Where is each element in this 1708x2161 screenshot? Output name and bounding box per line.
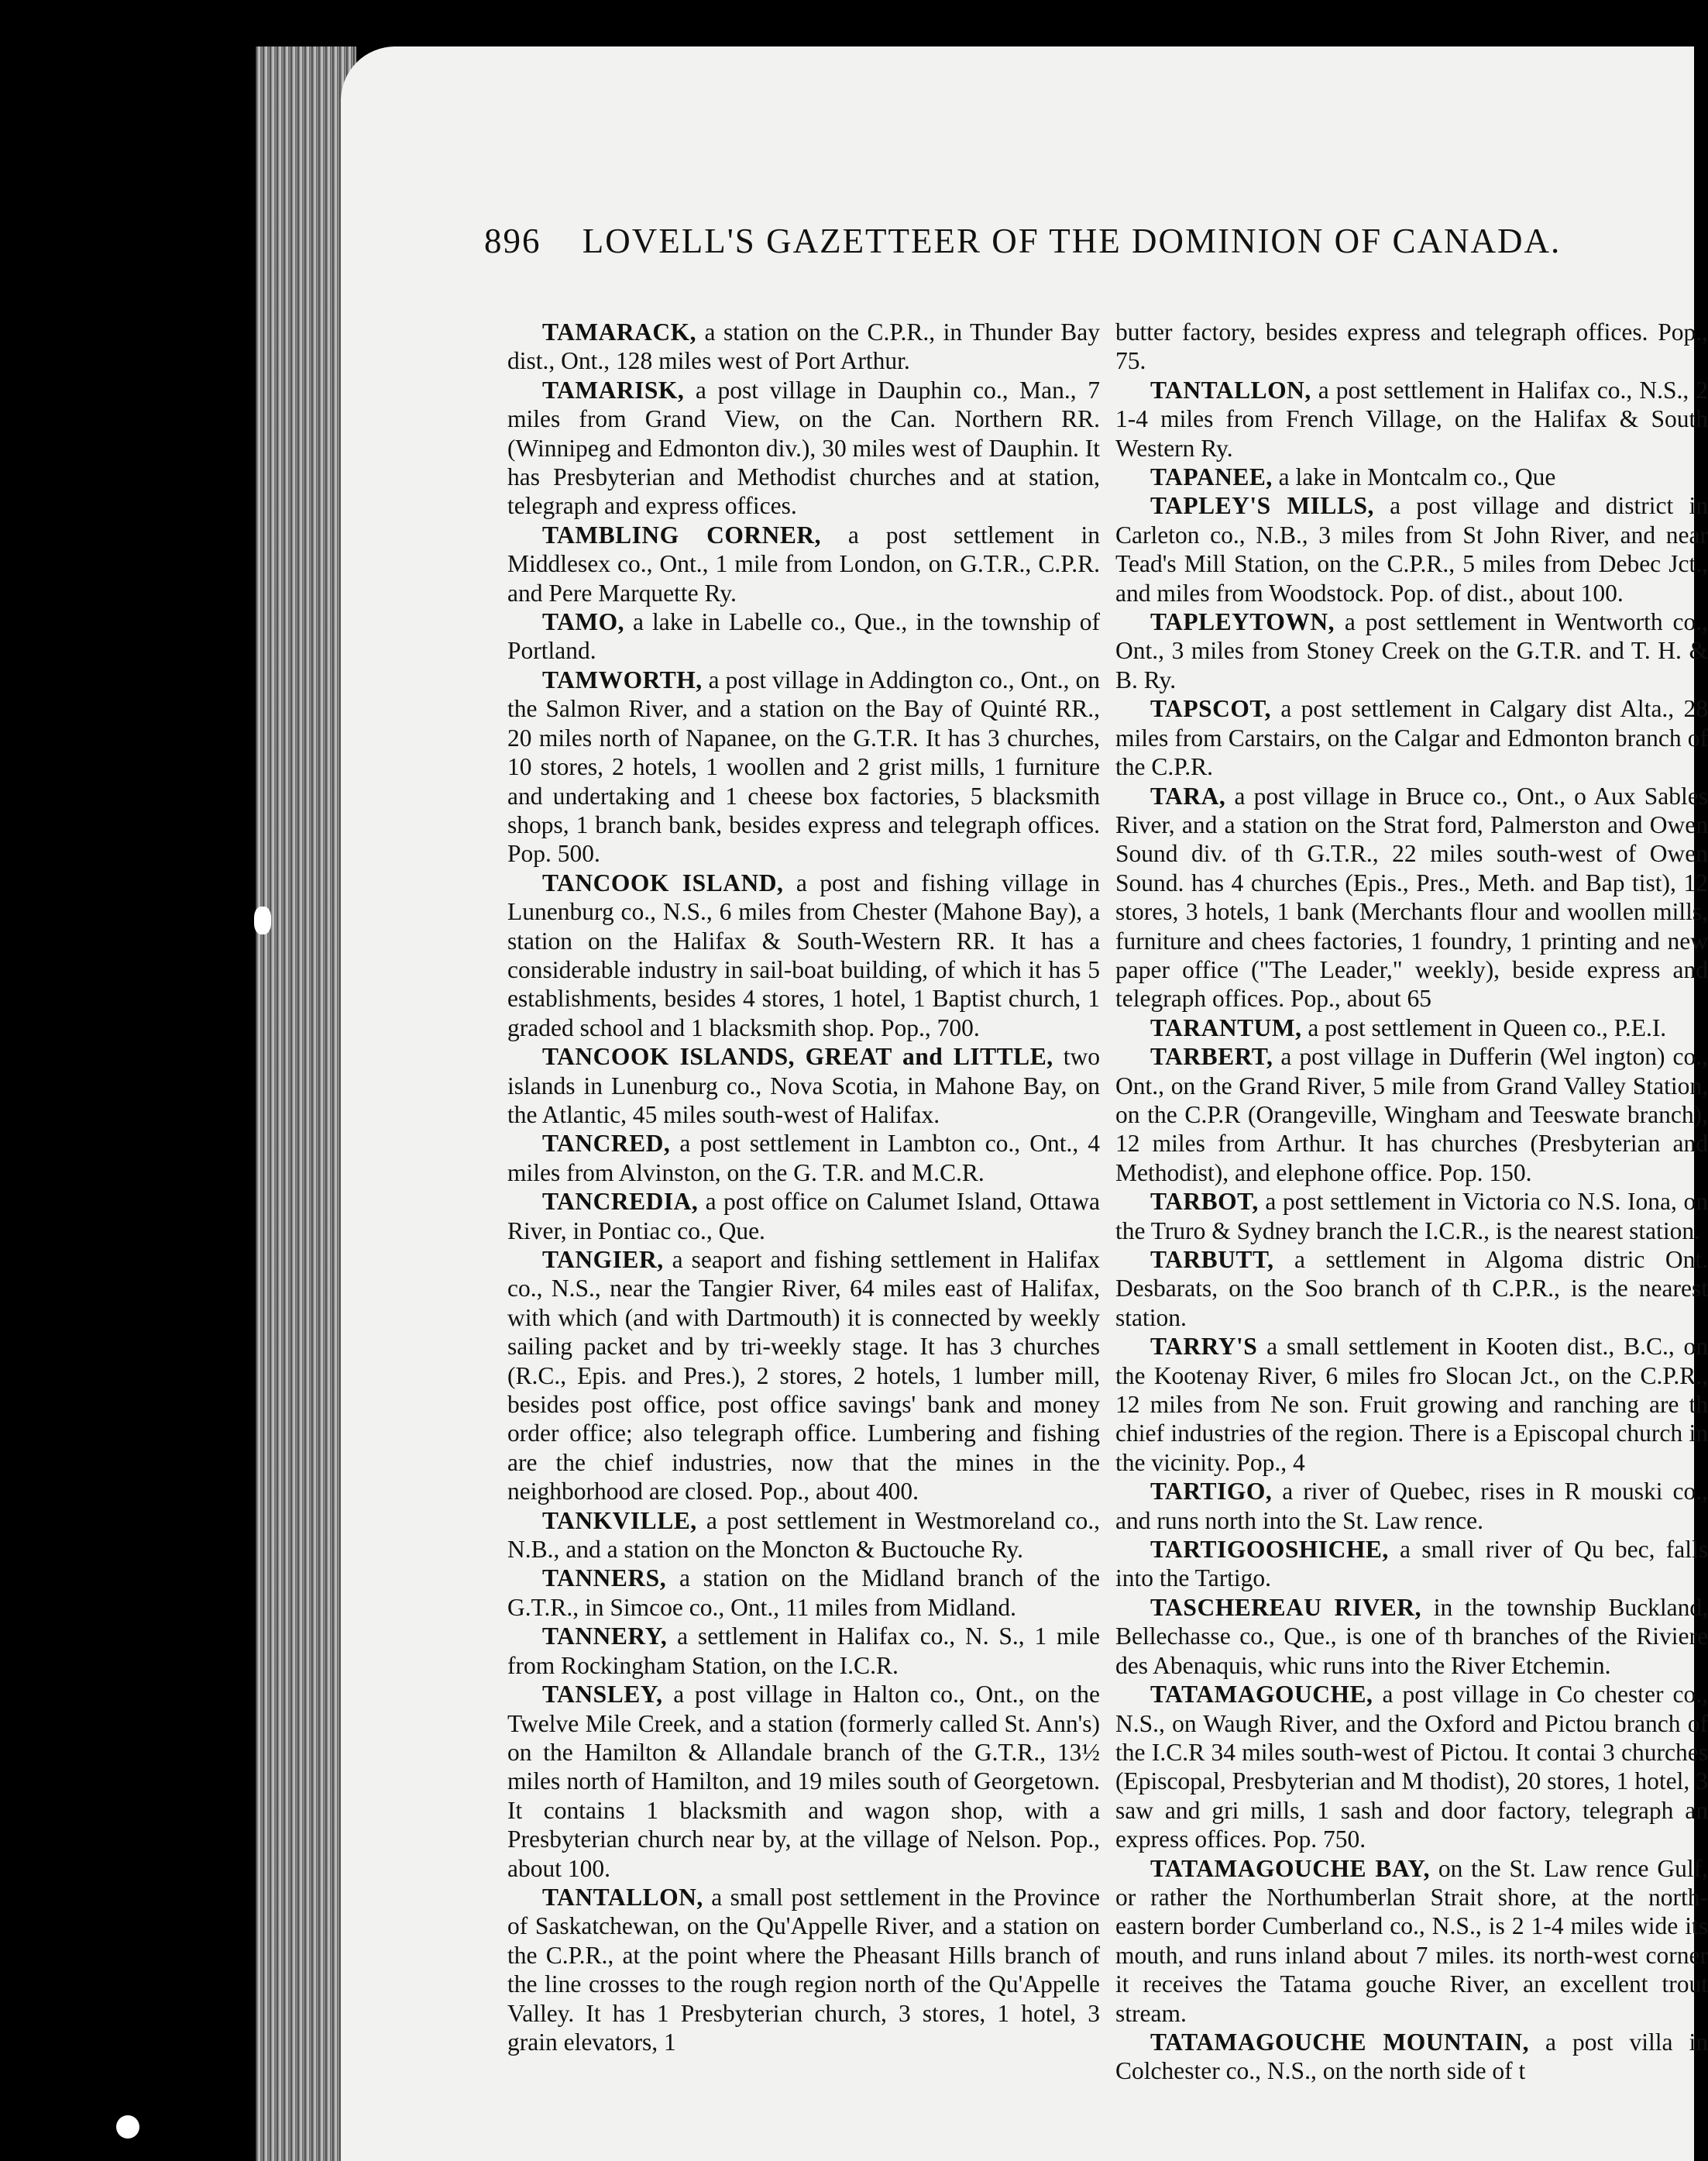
gazetteer-entry xyxy=(1115,1477,1708,1535)
entry-headword: TARBOT, xyxy=(1150,1188,1259,1216)
entry-headword: TAPANEE, xyxy=(1150,463,1273,491)
gazetteer-entry xyxy=(1115,1680,1708,1853)
entry-headword: TATAMAGOUCHE, xyxy=(1150,1681,1373,1708)
gazetteer-entry xyxy=(1115,376,1708,463)
gazetteer-entry xyxy=(1115,1854,1708,2028)
entry-text: a post village and district in Carleton co., N.B., 3 miles from St John River, and near Tead's Mill Station, on the C.P.R., 5 miles from Debec Jct., and miles from Woodstock. Pop. of dist., about 100. xyxy=(1115,492,1708,607)
right-column xyxy=(1115,318,1708,2085)
entry-text: a post settlement in Wentworth co., Ont., 3 miles from Stoney Creek on the G.T.R. and T. H. & B. Ry. xyxy=(1115,608,1708,693)
gazetteer-entry xyxy=(507,1042,1100,1129)
scan-speck xyxy=(254,907,271,934)
entry-text: a settlement in Algoma distric Ont. Desbarats, on the Soo branch of th C.P.R., is the nearest station. xyxy=(1115,1246,1708,1331)
entry-text: a post settlement in Lambton co., Ont., 4 miles from Alvinston, on the G. T.R. and M.C.R. xyxy=(507,1130,1101,1186)
entry-text: a settlement in Halifax co., N. S., 1 mile from Rockingham Station, on the I.C.R. xyxy=(507,1622,1100,1679)
entry-text: a post settlement in Calgary dist Alta., 28 miles from Carstairs, on the Calgar and Edmonton branch of the C.P.R. xyxy=(1115,695,1708,781)
page-number: 896 xyxy=(484,222,541,260)
gazetteer-entry xyxy=(507,1564,1100,1622)
entry-headword: TANNERS, xyxy=(542,1564,667,1592)
entry-text: a post office on Calumet Island, Ottawa River, in Pontiac co., Que. xyxy=(507,1188,1100,1244)
entry-headword: TANCREDIA, xyxy=(542,1188,699,1216)
entry-text: a post village in Bruce co., Ont., o Aux Sables River, and a station on the Strat ford, Palmerston and Owen Sound div. of th G.T.R., 22 miles south-west of Owen Sound. has 4 churches (Epis., Pres., Meth. and Bap tist), 12 stores, 3 hotels, 1 bank (Merchants flour and woollen mills, furniture and chees factories, 1 foundry, 1 printing and new paper office ("The Leader," weekly), beside express and telegraph offices. Pop., about 65 xyxy=(1115,782,1708,1013)
entry-headword: TAMWORTH, xyxy=(542,666,703,693)
entry-text: in the township Buckland, Bellechasse co., Que., is one of th branches of the Riviere des Abenaquis, whic runs into the River Etchemin. xyxy=(1115,1593,1708,1679)
entry-headword: TAMARACK, xyxy=(542,318,697,346)
entry-text: butter factory, besides express and telegraph offices. Pop., 75. xyxy=(1115,318,1708,375)
gazetteer-entry xyxy=(507,1506,1100,1564)
entry-headword: TARA, xyxy=(1150,782,1226,810)
entry-text: a post villa in Colchester co., N.S., on the north side of t xyxy=(1115,2028,1708,2085)
gazetteer-entry xyxy=(1115,607,1708,694)
gazetteer-entry xyxy=(1115,782,1708,1013)
entry-headword: TAPSCOT, xyxy=(1150,695,1271,723)
entry-text: a station on the Midland branch of the G.T.R., in Simcoe co., Ont., 11 miles from Midland. xyxy=(507,1564,1100,1621)
gazetteer-entry xyxy=(507,869,1100,1042)
entry-text: a small post settlement in the Province of Saskatchewan, on the Qu'Appelle River, and a station on the C.P.R., at the point where the Pheasant Hills branch of the line crosses to the rough region north of the Qu'Appelle Valley. It has 1 Presbyterian church, 3 stores, 1 hotel, 3 grain elevators, 1 xyxy=(507,1883,1101,2056)
gazetteer-entry xyxy=(507,607,1100,666)
entry-text: a post settlement in Halifax co., N.S., 2 1-4 miles from French Village, on the Halifax & South Western Ry. xyxy=(1115,376,1708,462)
gazetteer-entry xyxy=(1115,1042,1708,1187)
entry-text: a post village in Co chester co., N.S., on Waugh River, and the Oxford and Pictou branch of the I.C.R 34 miles south-west of Pictou. It contai 3 churches (Episcopal, Presbyterian and M thodist), 20 stores, 1 hotel, 3 saw and gri mills, 1 sash and door factory, telegraph an express offices. Pop. 750. xyxy=(1115,1681,1708,1853)
gazetteer-entry xyxy=(507,1245,1100,1506)
entry-headword: TASCHEREAU RIVER, xyxy=(1150,1593,1422,1621)
entry-text: a post village in Halton co., Ont., on the Twelve Mile Creek, and a station (formerly called St. Ann's) on the Hamilton & Allandale branch of the G.T.R., 13½ miles north of Hamilton, and 19 miles south of Georgetown. It contains 1 blacksmith and wagon shop, with a Presbyterian church near by, at the village of Nelson. Pop., about 100. xyxy=(507,1681,1100,1882)
entry-text: a seaport and fishing settlement in Halifax co., N.S., near the Tangier River, 64 miles east of Halifax, with which (and with Dartmouth) it is connected by weekly sailing packet and by tri-weekly stage. It has 3 churches (R.C., Epis. and Pres.), 2 stores, 2 hotels, 1 lumber mill, besides post office, post office savings' bank and money order office; also telegraph office. Lumbering and fishing are the chief industries, now that the mines in the neighborhood are closed. Pop., about 400. xyxy=(507,1246,1101,1505)
entry-headword: TANCRED, xyxy=(542,1130,671,1158)
gazetteer-entry xyxy=(1115,463,1708,491)
entry-headword: TANNERY, xyxy=(542,1622,668,1650)
entry-text: a lake in Labelle co., Que., in the township of Portland. xyxy=(507,608,1100,665)
entry-headword: TARRY'S xyxy=(1150,1333,1258,1361)
entry-headword: TAMARISK, xyxy=(542,376,685,404)
page-title: LOVELL'S GAZETTEER OF THE DOMINION OF CANADA. xyxy=(582,222,1562,260)
entry-headword: TAMO, xyxy=(542,608,625,636)
entry-text: a small settlement in Kooten dist., B.C., on the Kootenay River, 6 miles fro Slocan Jct., on the C.P.R., 12 miles from Ne son. Fruit growing and ranching are th chief industries of the region. There is a Episcopal church in the vicinity. Pop., 4 xyxy=(1115,1333,1708,1476)
entry-text: a post village in Dufferin (Wel ington) co., Ont., on the Grand River, 5 mile from Grand Valley Station, on the C.P.R (Orangeville, Wingham and Teeswate branch), 12 miles from Arthur. It has churches (Presbyterian and Methodist), and elephone office. Pop. 150. xyxy=(1115,1043,1708,1186)
entry-text: a post and fishing village in Lunenburg co., N.S., 6 miles from Chester (Mahone Bay), a station on the Halifax & South-Western RR. It has a considerable industry in sail-boat building, of which it has 5 establishments, besides 4 stores, 1 hotel, 1 Baptist church, 1 graded school and 1 blacksmith shop. Pop., 700. xyxy=(507,869,1100,1041)
entry-text: a post village in Dauphin co., Man., 7 miles from Grand View, on the Can. Northern RR. (Winnipeg and Edmonton div.), 30 miles west of Dauphin. It has Presbyterian and Methodist churches and at station, telegraph and express offices. xyxy=(507,376,1101,520)
entry-text: a river of Quebec, rises in R mouski co., and runs north into the St. Law rence. xyxy=(1115,1478,1708,1534)
gazetteer-entry xyxy=(1115,1535,1708,1593)
entry-headword: TAPLEY'S MILLS, xyxy=(1150,492,1374,520)
gazetteer-entry xyxy=(1115,694,1708,781)
entry-text: two islands in Lunenburg co., Nova Scotia, in Mahone Bay, on the Atlantic, 45 miles south-west of Halifax. xyxy=(507,1043,1101,1128)
entry-headword: TARANTUM, xyxy=(1150,1013,1302,1041)
gazetteer-entry xyxy=(1115,1013,1708,1042)
entry-headword: TANSLEY, xyxy=(542,1681,663,1708)
entry-headword: TANTALLON, xyxy=(542,1883,703,1911)
scan-speck xyxy=(116,2115,139,2139)
gazetteer-entry xyxy=(507,521,1100,607)
gazetteer-entry xyxy=(1115,1245,1708,1332)
entry-text: a post settlement in Westmoreland co., N.B., and a station on the Moncton & Buctouche Ry. xyxy=(507,1506,1100,1564)
entry-text: a post settlement in Queen co., P.E.I. xyxy=(1308,1013,1667,1041)
entry-headword: TANTALLON, xyxy=(1150,376,1311,404)
entry-headword: TARBUTT, xyxy=(1150,1246,1274,1273)
gazetteer-page xyxy=(341,46,1708,2161)
entry-headword: TAPLEYTOWN, xyxy=(1150,608,1335,636)
entry-text: a post village in Addington co., Ont., on the Salmon River, and a station on the Bay of Quinté RR., 20 miles north of Napanee, on the G.T.R. It has 3 churches, 10 stores, 2 hotels, 1 woollen and 2 grist mills, 1 furniture and undertaking and 1 cheese box factories, 5 blacksmith shops, 1 branch bank, besides express and telegraph offices. Pop. 500. xyxy=(507,666,1100,868)
entry-headword: TARTIGO, xyxy=(1150,1478,1273,1505)
gazetteer-entry xyxy=(1115,491,1708,607)
entry-text: a lake in Montcalm co., Que xyxy=(1278,463,1556,491)
entry-text: a post settlement in Victoria co N.S. Iona, on the Truro & Sydney branch the I.C.R., is the nearest station. xyxy=(1115,1188,1708,1244)
entry-text: a post settlement in Middlesex co., Ont., 1 mile from London, on G.T.R., C.P.R. and Pere Marquette Ry. xyxy=(507,521,1101,607)
gazetteer-entry xyxy=(1115,2028,1708,2086)
gazetteer-entry xyxy=(507,1680,1100,1883)
entry-headword: TARTIGOOSHICHE, xyxy=(1150,1536,1389,1564)
entry-text: a station on the C.P.R., in Thunder Bay dist., Ont., 128 miles west of Port Arthur. xyxy=(507,318,1100,375)
gazetteer-entry xyxy=(507,1187,1100,1245)
gazetteer-entry xyxy=(1115,1593,1708,1680)
entry-headword: TANKVILLE, xyxy=(542,1506,697,1534)
gazetteer-entry xyxy=(507,376,1100,521)
entry-headword: TATAMAGOUCHE MOUNTAIN, xyxy=(1150,2028,1530,2056)
entry-text: on the St. Law rence Gulf, or rather the Northumberlan Strait shore, at the north-eastern border Cumberland co., N.S., is 2 1-4 miles wide its mouth, and runs inland about 7 miles. its north-west corner it receives the Tatama gouche River, an excellent trout stream. xyxy=(1115,1854,1708,2027)
entry-headword: TANCOOK ISLANDS, GREAT and LITTLE, xyxy=(542,1043,1053,1071)
gazetteer-entry xyxy=(1115,1187,1708,1245)
left-column xyxy=(507,318,1101,2056)
entry-headword: TARBERT, xyxy=(1150,1043,1273,1071)
entry-text: a small river of Qu bec, falls into the Tartigo. xyxy=(1115,1536,1708,1592)
page-header xyxy=(484,221,1693,261)
gazetteer-entry xyxy=(507,1129,1100,1187)
entry-headword: TATAMAGOUCHE BAY, xyxy=(1150,1854,1430,1882)
gazetteer-entry xyxy=(507,1622,1100,1680)
gazetteer-entry xyxy=(507,1883,1100,2056)
entry-headword: TANGIER, xyxy=(542,1246,664,1273)
gazetteer-entry xyxy=(507,666,1100,869)
entry-headword: TANCOOK ISLAND, xyxy=(542,869,784,896)
gazetteer-entry xyxy=(507,318,1100,376)
entry-headword: TAMBLING CORNER, xyxy=(542,521,821,549)
gazetteer-entry xyxy=(1115,1332,1708,1477)
gazetteer-entry xyxy=(1115,318,1708,376)
